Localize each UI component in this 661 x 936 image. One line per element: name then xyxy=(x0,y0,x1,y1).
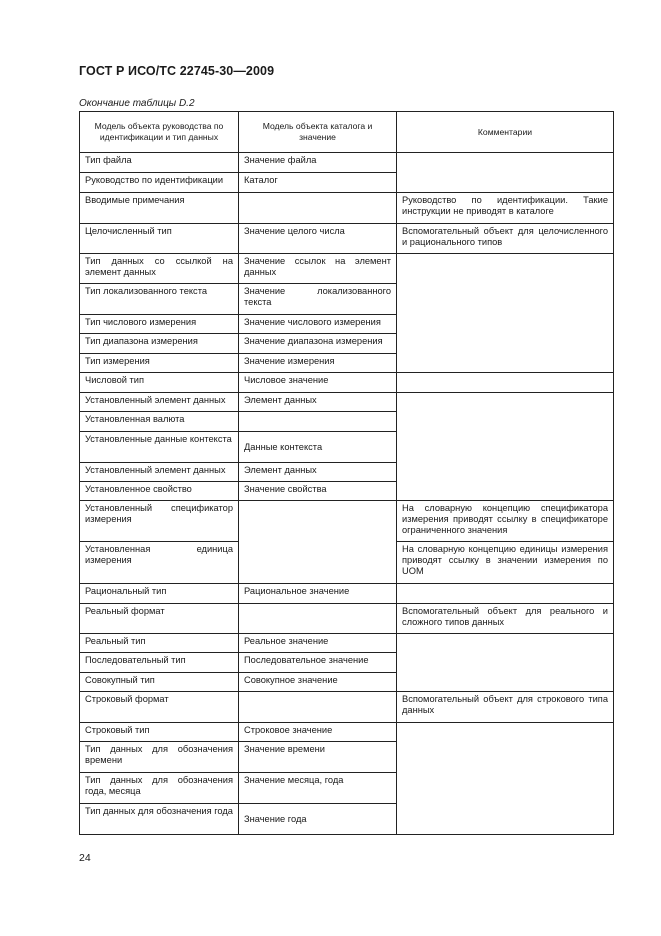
table-cell: Значение целого числа xyxy=(239,224,397,254)
table-cell-empty xyxy=(397,584,614,604)
table-cell: Установленная единица измерения xyxy=(80,542,239,584)
table-cell: Рациональное значение xyxy=(239,584,397,604)
comment-cell: На словарную концепцию единицы измерения приводят ссылку в значении измерения по UOM xyxy=(397,542,614,584)
table-cell: Тип диапазона измерения xyxy=(80,334,239,354)
table-row xyxy=(80,193,614,224)
table-cell: Значение измерения xyxy=(239,354,397,373)
table-cell: Значение времени xyxy=(239,742,397,773)
table-cell: Значение диапазона измерения xyxy=(239,334,397,354)
table-row xyxy=(80,393,614,412)
table-row xyxy=(80,373,614,393)
column-header: Модель объекта руководства по идентификации и тип данных xyxy=(80,112,239,153)
table-cell-empty xyxy=(397,153,614,193)
table-cell: Вводимые примечания xyxy=(80,193,239,224)
table-cell: Числовой тип xyxy=(80,373,239,393)
comment-cell: На словарную концепцию спецификатора измерения приводят ссылку в спецификаторе ограниченного значения xyxy=(397,501,614,542)
table-row xyxy=(80,692,614,723)
document-header: ГОСТ Р ИСО/ТС 22745-30—2009 xyxy=(79,64,275,78)
table-cell: Совокупный тип xyxy=(80,673,239,692)
page-number: 24 xyxy=(79,852,91,864)
table-cell xyxy=(239,193,397,224)
table-cell: Установленное свойство xyxy=(80,482,239,501)
table-cell: Тип файла xyxy=(80,153,239,173)
table-cell: Элемент данных xyxy=(239,393,397,412)
table-cell: Установленный элемент данных xyxy=(80,393,239,412)
table-cell: Установленная валюта xyxy=(80,412,239,432)
table-cell: Тип данных со ссылкой на элемент данных xyxy=(80,254,239,284)
table-cell xyxy=(239,501,397,584)
table-cell xyxy=(239,604,397,634)
table-cell-empty xyxy=(397,393,614,501)
table-cell: Строковый формат xyxy=(80,692,239,723)
table-cell-empty xyxy=(397,723,614,835)
table-cell: Числовое значение xyxy=(239,373,397,393)
table-cell: Реальный формат xyxy=(80,604,239,634)
data-table xyxy=(79,111,614,835)
table-cell: Реальный тип xyxy=(80,634,239,653)
table-cell: Целочисленный тип xyxy=(80,224,239,254)
table-header-row xyxy=(80,112,614,153)
comment-cell: Вспомогательный объект для целочисленного и рационального типов xyxy=(397,224,614,254)
table-cell: Значение свойства xyxy=(239,482,397,501)
table-cell: Значение месяца, года xyxy=(239,773,397,804)
table-cell: Установленные данные контекста xyxy=(80,432,239,463)
table-cell: Последовательное значение xyxy=(239,653,397,673)
table-caption: Окончание таблицы D.2 xyxy=(79,98,195,109)
table-cell: Тип данных для обозначения времени xyxy=(80,742,239,773)
table-cell: Рациональный тип xyxy=(80,584,239,604)
table-cell: Тип числового измерения xyxy=(80,315,239,334)
table-cell: Тип измерения xyxy=(80,354,239,373)
table-row xyxy=(80,584,614,604)
table-cell: Совокупное значение xyxy=(239,673,397,692)
table-row xyxy=(80,723,614,742)
table-cell: Элемент данных xyxy=(239,463,397,482)
table-cell: Тип локализованного текста xyxy=(80,284,239,315)
column-header: Модель объекта каталога и значение xyxy=(239,112,397,153)
table-cell: Строковый тип xyxy=(80,723,239,742)
table-row xyxy=(80,604,614,634)
table-cell: Руководство по идентификации xyxy=(80,173,239,193)
table-row xyxy=(80,224,614,254)
table-cell xyxy=(239,692,397,723)
comment-cell: Вспомогательный объект для реального и сложного типов данных xyxy=(397,604,614,634)
comment-cell: Руководство по идентификации. Такие инструкции не приводят в каталоге xyxy=(397,193,614,224)
table-cell-empty xyxy=(397,254,614,373)
table-cell: Реальное значение xyxy=(239,634,397,653)
table-cell: Значение числового измерения xyxy=(239,315,397,334)
table-cell-empty xyxy=(397,634,614,692)
table-cell: Тип данных для обозначения года xyxy=(80,804,239,835)
table-row xyxy=(80,501,614,542)
table-cell xyxy=(239,412,397,432)
comment-cell: Вспомогательный объект для строкового типа данных xyxy=(397,692,614,723)
table-row xyxy=(80,634,614,653)
table-cell: Данные контекста xyxy=(239,432,397,463)
table-cell: Последовательный тип xyxy=(80,653,239,673)
table-cell-empty xyxy=(397,373,614,393)
table-cell: Значение локализованного текста xyxy=(239,284,397,315)
table-row xyxy=(80,153,614,173)
table-cell: Значение файла xyxy=(239,153,397,173)
table-cell: Каталог xyxy=(239,173,397,193)
table-row xyxy=(80,254,614,284)
table-cell: Тип данных для обозначения года, месяца xyxy=(80,773,239,804)
table-cell: Установленный элемент данных xyxy=(80,463,239,482)
table-cell: Строковое значение xyxy=(239,723,397,742)
table-cell: Значение года xyxy=(239,804,397,835)
column-header: Комментарии xyxy=(397,112,614,153)
table-cell: Значение ссылок на элемент данных xyxy=(239,254,397,284)
table-cell: Установленный спецификатор измерения xyxy=(80,501,239,542)
